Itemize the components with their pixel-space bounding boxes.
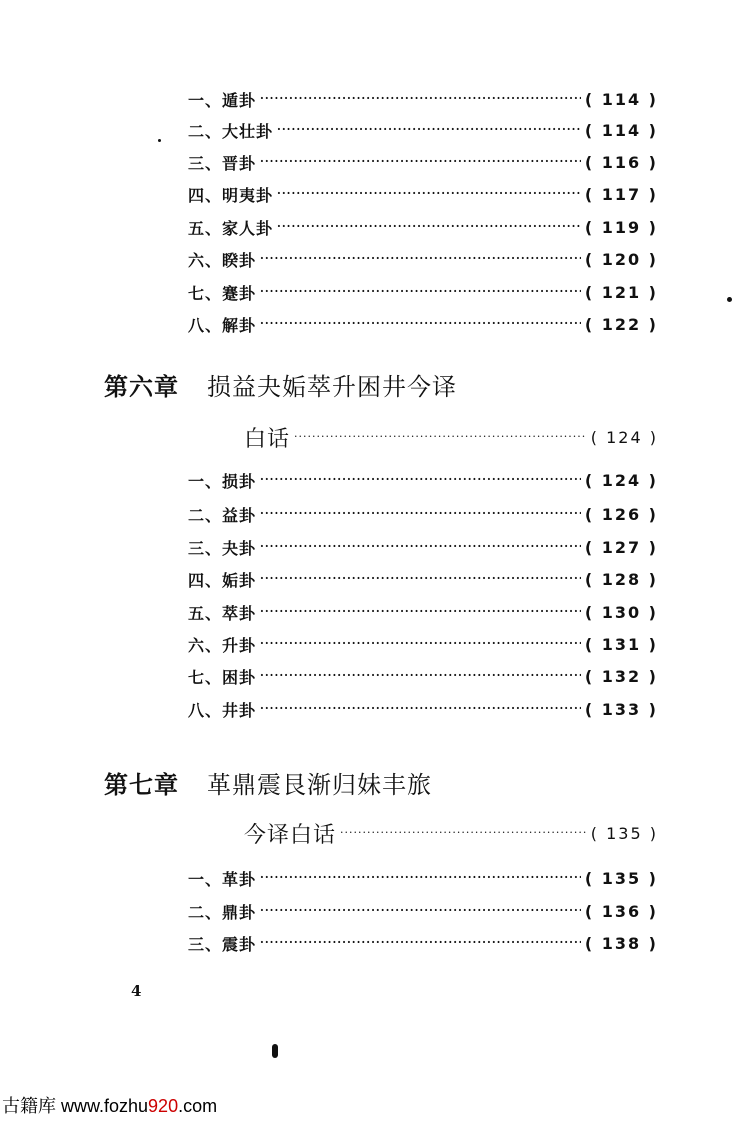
entry-label: 三、晋卦 [188, 153, 257, 173]
scan-speck [272, 1044, 278, 1058]
dot-leader [260, 633, 581, 655]
entry-label: 一、损卦 [188, 471, 257, 491]
page-number: 4 [131, 982, 142, 1000]
entry-label: 一、遁卦 [188, 90, 257, 110]
entry-label: 七、蹇卦 [188, 283, 257, 303]
toc-entry[interactable] [188, 88, 658, 110]
entry-page: ( 114 ) [584, 120, 658, 140]
entry-page: ( 135 ) [584, 868, 658, 888]
dot-leader [260, 698, 581, 720]
chapter-number: 第七章 [104, 769, 179, 799]
toc-entry[interactable] [188, 216, 658, 238]
watermark-highlight: 920 [148, 1096, 179, 1116]
entry-page: ( 130 ) [584, 602, 658, 622]
entry-label: 二、大壮卦 [188, 121, 274, 141]
entry-label: 二、益卦 [188, 505, 257, 525]
entry-page: ( 121 ) [584, 282, 658, 302]
entry-label: 八、井卦 [188, 700, 257, 720]
dot-leader [260, 469, 581, 491]
dot-leader [260, 568, 581, 590]
dot-leader [260, 313, 581, 335]
toc-entry[interactable] [188, 900, 658, 922]
dot-leader [260, 503, 581, 525]
toc-entry[interactable] [188, 633, 658, 655]
toc-entry[interactable] [188, 698, 658, 720]
entry-page: ( 138 ) [584, 933, 658, 953]
entry-label: 一、革卦 [188, 869, 257, 889]
entry-label: 六、睽卦 [188, 250, 257, 270]
dot-leader [260, 281, 581, 303]
chapter-heading[interactable] [104, 366, 457, 402]
dot-leader [260, 536, 581, 558]
dot-leader [277, 216, 581, 238]
toc-entry[interactable] [188, 151, 658, 173]
entry-label: 五、家人卦 [188, 218, 274, 238]
continuation-label: 今译白话 [244, 822, 337, 848]
dot-leader [260, 88, 581, 110]
dot-leader [260, 867, 581, 889]
chapter-title-continuation[interactable] [244, 817, 658, 849]
toc-entry[interactable] [188, 183, 658, 205]
dot-leader [260, 932, 581, 954]
chapter-title: 革鼎震艮渐归妹丰旅 [207, 770, 432, 799]
entry-page: ( 122 ) [584, 314, 658, 334]
entry-page: ( 116 ) [584, 152, 658, 172]
chapter-title-continuation[interactable] [244, 421, 658, 453]
chapter-title: 损益夬姤萃升困井今译 [207, 372, 457, 401]
entry-label: 七、困卦 [188, 667, 257, 687]
entry-page: ( 126 ) [584, 504, 658, 524]
entry-label: 二、鼎卦 [188, 902, 257, 922]
entry-label: 八、解卦 [188, 315, 257, 335]
entry-page: ( 120 ) [584, 249, 658, 269]
watermark-prefix: 古籍库 www.fozhu [2, 1096, 149, 1116]
toc-entry[interactable] [188, 248, 658, 270]
toc-entry[interactable] [188, 469, 658, 491]
toc-entry[interactable] [188, 313, 658, 335]
entry-page: ( 119 ) [584, 217, 658, 237]
toc-entry[interactable] [188, 932, 658, 954]
dot-leader [260, 248, 581, 270]
site-watermark [2, 1092, 217, 1118]
toc-entry[interactable] [188, 665, 658, 687]
entry-label: 四、明夷卦 [188, 185, 274, 205]
scan-speck [158, 139, 161, 142]
dot-leader [277, 119, 581, 141]
dot-leader [260, 601, 581, 623]
dot-leader [260, 900, 581, 922]
dot-leader [260, 665, 581, 687]
continuation-label: 白话 [244, 426, 291, 452]
chapter-number: 第六章 [104, 371, 179, 401]
entry-page: ( 133 ) [584, 699, 658, 719]
toc-entry[interactable] [188, 536, 658, 558]
entry-page: ( 128 ) [584, 569, 658, 589]
entry-page: ( 132 ) [584, 666, 658, 686]
entry-label: 三、夬卦 [188, 538, 257, 558]
chapter-page: ( 124 ) [590, 427, 658, 447]
entry-page: ( 124 ) [584, 470, 658, 490]
chapter-heading[interactable] [104, 764, 432, 800]
entry-label: 四、姤卦 [188, 570, 257, 590]
entry-page: ( 127 ) [584, 537, 658, 557]
scan-speck [727, 297, 732, 302]
toc-entry[interactable] [188, 568, 658, 590]
toc-entry[interactable] [188, 119, 658, 141]
toc-entry[interactable] [188, 281, 658, 303]
chapter-page: ( 135 ) [590, 823, 658, 843]
dot-leader [277, 183, 581, 205]
toc-entry[interactable] [188, 867, 658, 889]
toc-entry[interactable] [188, 503, 658, 525]
dot-leader [340, 822, 587, 844]
watermark-suffix: .com [178, 1096, 218, 1116]
entry-page: ( 114 ) [584, 89, 658, 109]
entry-page: ( 131 ) [584, 634, 658, 654]
entry-page: ( 117 ) [584, 184, 658, 204]
toc-entry[interactable] [188, 601, 658, 623]
entry-label: 五、萃卦 [188, 603, 257, 623]
dot-leader [294, 426, 587, 448]
entry-label: 六、升卦 [188, 635, 257, 655]
entry-page: ( 136 ) [584, 901, 658, 921]
entry-label: 三、震卦 [188, 934, 257, 954]
dot-leader [260, 151, 581, 173]
